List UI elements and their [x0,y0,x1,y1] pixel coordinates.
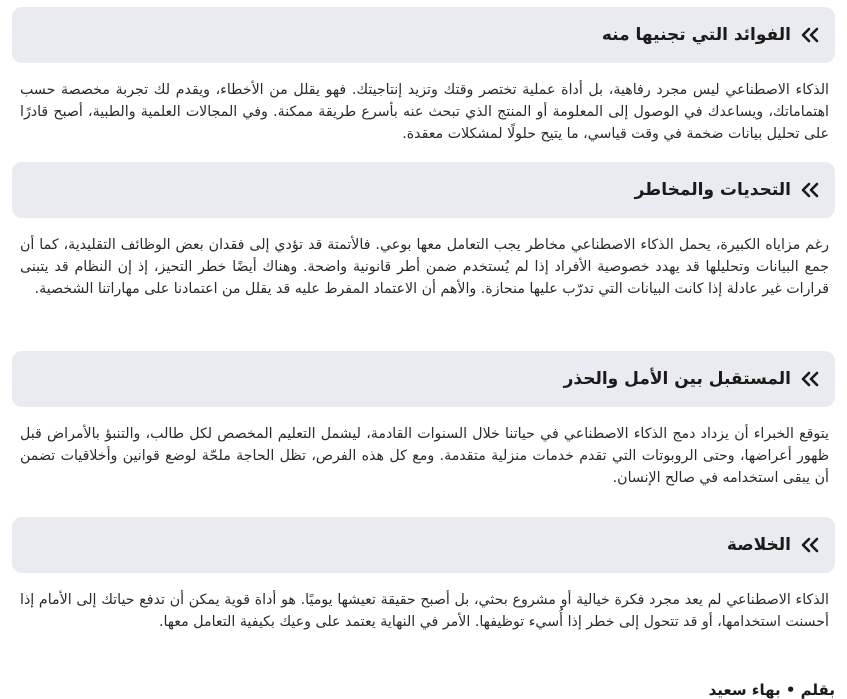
double-chevron-left-icon [799,537,821,553]
section-title: التحديات والمخاطر [634,180,791,200]
section-title: الخلاصة [726,535,791,555]
section-paragraph: الذكاء الاصطناعي ليس مجرد رفاهية، بل أداة عملية تختصر وقتك وتزيد إنتاجيتك. فهو يقلل من الأخطاء، ويقدم لك تجربة مخصصة حسب اهتماماتك، ويساعدك في الوصول إلى المعلومة أو المنتج الذي تبحث عنه بأسرع طريقة ممكنة. وفي المجالات العلمية والطبية، أصبح قادرًا على تحليل بيانات ضخمة في وقت قياسي، ما يتيح حلولًا لمشكلات معقدة. [20,82,829,142]
section-title: المستقبل بين الأمل والحذر [563,369,791,389]
section-conclusion [12,517,835,675]
double-chevron-left-icon [799,371,821,387]
section-paragraph: يتوقع الخبراء أن يزداد دمج الذكاء الاصطناعي في حياتنا خلال السنوات القادمة، ليشمل التعليم المخصص لكل طالب، والتنبؤ بالأمراض قبل ظهور أعراضها، وحتى الروبوتات التي تقدم خدمات منزلية متقدمة. ومع كل هذه الفرص، تظل الحاجة ملحّة لوضع قوانين وأخلاقيات تضمن أن يبقى استخدامه في صالح الإنسان. [20,426,829,486]
author-byline: بقلم • بهاء سعيد [708,681,835,699]
double-chevron-left-icon [799,27,821,43]
section-benefits [12,7,835,162]
section-future [12,351,835,517]
section-challenges [12,162,835,351]
section-header [12,7,835,63]
section-header [12,351,835,407]
double-chevron-left-icon [799,182,821,198]
section-paragraph: رغم مزاياه الكبيرة، يحمل الذكاء الاصطناعي مخاطر يجب التعامل معها بوعي. فالأتمتة قد تؤدي إلى فقدان بعض الوظائف التقليدية، كما أن جمع البيانات وتحليلها قد يهدد خصوصية الأفراد إذا لم يُستخدم ضمن أطر قانونية واضحة. وهناك أيضًا خطر التحيز، إذ إن النظام قد يتبنى قرارات غير عادلة إذا كانت البيانات التي تدرّب عليها منحازة. والأهم أن الاعتماد المفرط عليه قد يقلل من اعتمادنا على مهاراتنا الشخصية. [20,237,829,297]
section-paragraph: الذكاء الاصطناعي لم يعد مجرد فكرة خيالية أو مشروع بحثي، بل أصبح حقيقة تعيشها يوميًا. هو أداة قوية يمكن أن تدفع حياتك إلى الأمام إذا أحسنت استخدامها، أو قد تتحول إلى خطر إذا أُسيء توظيفها. الأمر في النهاية يعتمد على وعيك بكيفية التعامل معها. [20,592,829,630]
section-header [12,162,835,218]
section-title: الفوائد التي تجنيها منه [601,25,791,45]
section-header [12,517,835,573]
